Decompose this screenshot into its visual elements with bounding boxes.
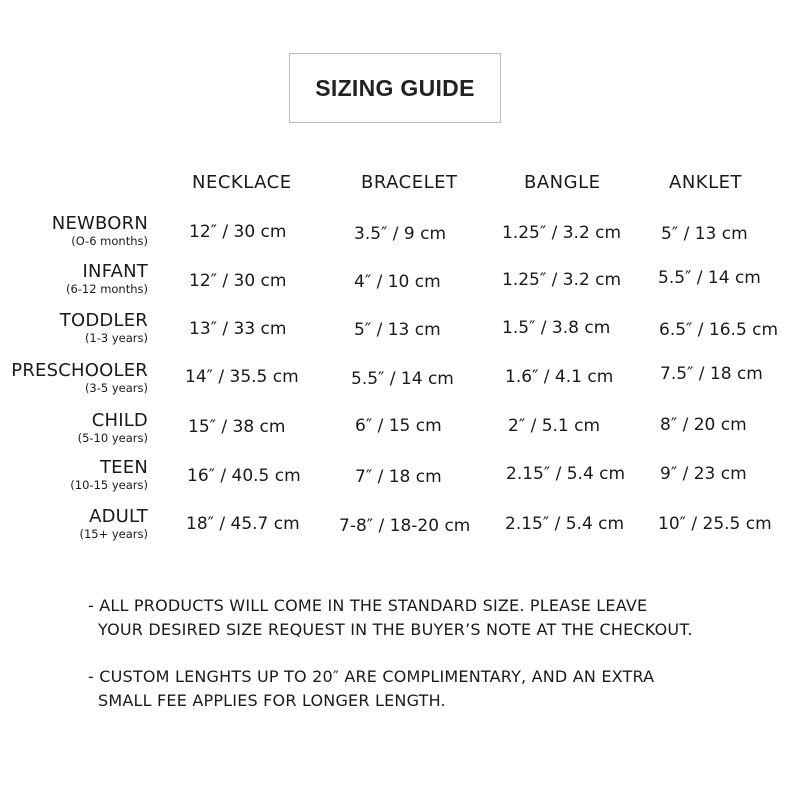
row-name: TEEN [99,457,148,478]
row-name: INFANT [82,261,148,282]
row-label-toddler [60,311,148,345]
cell-preschooler-necklace: 14″ / 35.5 cm [185,367,299,387]
cell-preschooler-bangle: 1.6″ / 4.1 cm [505,367,614,387]
cell-child-anklet: 8″ / 20 cm [660,415,747,435]
row-ages: (O-6 months) [71,234,148,248]
cell-toddler-anklet: 6.5″ / 16.5 cm [659,320,779,340]
cell-preschooler-anklet: 7.5″ / 18 cm [660,364,763,384]
cell-teen-bracelet: 7″ / 18 cm [355,467,442,487]
page-title: SIZING GUIDE [315,74,475,101]
cell-child-bangle: 2″ / 5.1 cm [508,416,601,436]
cell-infant-necklace: 12″ / 30 cm [189,271,287,291]
cell-adult-anklet: 10″ / 25.5 cm [658,514,772,534]
row-label-teen [70,458,148,492]
cell-infant-bracelet: 4″ / 10 cm [354,272,441,292]
row-ages: (1-3 years) [84,331,148,345]
row-label-preschooler [11,361,148,395]
row-ages: (10-15 years) [70,478,148,492]
column-header-anklet: ANKLET [669,172,742,193]
cell-newborn-necklace: 12″ / 30 cm [189,222,287,242]
cell-child-bracelet: 6″ / 15 cm [355,416,442,436]
row-label-infant [66,262,148,296]
cell-adult-bangle: 2.15″ / 5.4 cm [505,514,625,534]
note-line: SMALL FEE APPLIES FOR LONGER LENGTH. [98,691,446,710]
row-name: NEWBORN [51,213,148,234]
row-name: PRESCHOOLER [11,360,148,381]
row-name: CHILD [91,410,148,431]
row-name: ADULT [89,506,148,527]
cell-teen-anklet: 9″ / 23 cm [660,464,747,484]
row-label-newborn [52,214,148,248]
cell-adult-necklace: 18″ / 45.7 cm [186,514,300,534]
cell-toddler-bangle: 1.5″ / 3.8 cm [502,318,611,338]
row-ages: (6-12 months) [65,282,148,296]
row-ages: (5-10 years) [77,431,148,445]
row-ages: (15+ years) [79,527,148,541]
note-line: - CUSTOM LENGHTS UP TO 20″ ARE COMPLIMENTARY, AND AN EXTRA [88,667,655,686]
cell-newborn-bracelet: 3.5″ / 9 cm [354,224,447,244]
cell-infant-anklet: 5.5″ / 14 cm [658,268,761,288]
column-header-necklace: NECKLACE [192,172,292,193]
column-header-bangle: BANGLE [524,172,601,193]
cell-infant-bangle: 1.25″ / 3.2 cm [502,270,622,290]
row-label-child [78,411,148,445]
cell-adult-bracelet: 7-8″ / 18-20 cm [339,516,471,536]
cell-newborn-bangle: 1.25″ / 3.2 cm [502,223,622,243]
cell-teen-necklace: 16″ / 40.5 cm [187,466,301,486]
cell-preschooler-bracelet: 5.5″ / 14 cm [351,369,454,389]
cell-teen-bangle: 2.15″ / 5.4 cm [506,464,626,484]
note-line: YOUR DESIRED SIZE REQUEST IN THE BUYER’S NOTE AT THE CHECKOUT. [98,620,693,639]
cell-toddler-necklace: 13″ / 33 cm [189,319,287,339]
note-line: - ALL PRODUCTS WILL COME IN THE STANDARD SIZE. PLEASE LEAVE [88,596,648,615]
title-box [289,53,501,123]
row-name: TODDLER [59,310,148,331]
row-label-adult [79,507,148,541]
note-standard-size [88,594,693,642]
note-custom-length [88,665,654,713]
column-header-bracelet: BRACELET [361,172,458,193]
cell-child-necklace: 15″ / 38 cm [188,417,286,437]
cell-newborn-anklet: 5″ / 13 cm [661,224,748,244]
cell-toddler-bracelet: 5″ / 13 cm [354,320,441,340]
row-ages: (3-5 years) [84,381,148,395]
